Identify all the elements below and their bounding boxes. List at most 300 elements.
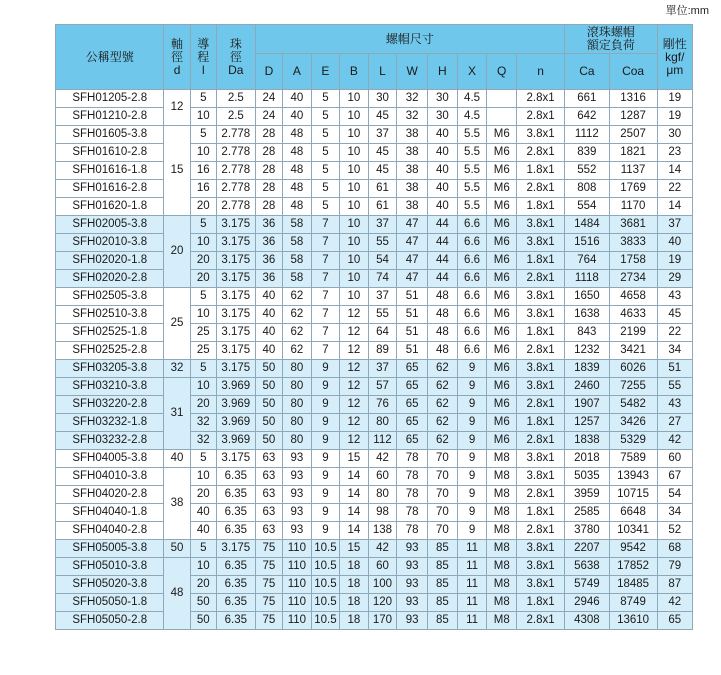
cell-n: 1.8x1 <box>517 198 565 216</box>
cell-L: 42 <box>368 450 397 468</box>
cell-ball: 6.35 <box>216 468 255 486</box>
cell-B: 10 <box>340 126 369 144</box>
cell-L: 74 <box>368 270 397 288</box>
cell-ball: 3.175 <box>216 270 255 288</box>
header-Coa: Coa <box>609 54 657 90</box>
cell-Coa: 7589 <box>609 450 657 468</box>
cell-rigidity: 65 <box>657 612 692 630</box>
cell-W: 47 <box>397 270 428 288</box>
cell-A: 58 <box>283 270 312 288</box>
cell-E: 5 <box>311 144 340 162</box>
cell-model: SFH02525-1.8 <box>56 324 164 342</box>
cell-rigidity: 45 <box>657 306 692 324</box>
cell-H: 70 <box>428 486 458 504</box>
cell-n: 1.8x1 <box>517 504 565 522</box>
cell-ball: 3.175 <box>216 252 255 270</box>
cell-D: 63 <box>255 486 282 504</box>
cell-lead: 40 <box>190 504 216 522</box>
cell-ball: 3.969 <box>216 432 255 450</box>
cell-rigidity: 19 <box>657 252 692 270</box>
cell-Ca: 1839 <box>565 360 610 378</box>
cell-Q: M8 <box>487 594 517 612</box>
cell-B: 10 <box>340 90 369 108</box>
table-row <box>56 468 693 486</box>
cell-ball: 2.778 <box>216 198 255 216</box>
cell-lead: 5 <box>190 126 216 144</box>
cell-n: 2.8x1 <box>517 90 565 108</box>
cell-n: 2.8x1 <box>517 144 565 162</box>
cell-model: SFH01610-2.8 <box>56 144 164 162</box>
cell-ball: 3.969 <box>216 414 255 432</box>
header-B: B <box>340 54 369 90</box>
cell-rigidity: 14 <box>657 162 692 180</box>
cell-lead: 20 <box>190 486 216 504</box>
cell-Ca: 1838 <box>565 432 610 450</box>
cell-lead: 20 <box>190 198 216 216</box>
cell-W: 38 <box>397 126 428 144</box>
cell-rigidity: 37 <box>657 216 692 234</box>
table-row <box>56 162 693 180</box>
cell-ball: 3.175 <box>216 342 255 360</box>
cell-ball: 6.35 <box>216 504 255 522</box>
cell-W: 93 <box>397 576 428 594</box>
cell-E: 10.5 <box>311 540 340 558</box>
cell-model: SFH01210-2.8 <box>56 108 164 126</box>
cell-E: 9 <box>311 396 340 414</box>
cell-D: 24 <box>255 108 282 126</box>
cell-A: 110 <box>283 594 312 612</box>
table-row <box>56 108 693 126</box>
cell-rigidity: 23 <box>657 144 692 162</box>
cell-X: 6.6 <box>457 234 487 252</box>
cell-rigidity: 34 <box>657 342 692 360</box>
cell-ball: 3.969 <box>216 378 255 396</box>
cell-shaft-diameter: 40 <box>164 450 190 468</box>
cell-D: 36 <box>255 270 282 288</box>
cell-X: 6.6 <box>457 342 487 360</box>
cell-Q: M6 <box>487 342 517 360</box>
cell-model: SFH01605-3.8 <box>56 126 164 144</box>
cell-B: 10 <box>340 270 369 288</box>
cell-ball: 6.35 <box>216 594 255 612</box>
cell-L: 57 <box>368 378 397 396</box>
table-row <box>56 432 693 450</box>
cell-lead: 10 <box>190 558 216 576</box>
cell-ball: 3.175 <box>216 450 255 468</box>
cell-X: 4.5 <box>457 90 487 108</box>
cell-lead: 32 <box>190 414 216 432</box>
cell-B: 10 <box>340 108 369 126</box>
cell-lead: 25 <box>190 324 216 342</box>
cell-n: 3.8x1 <box>517 450 565 468</box>
cell-X: 9 <box>457 396 487 414</box>
cell-Coa: 3426 <box>609 414 657 432</box>
table-row <box>56 216 693 234</box>
cell-B: 18 <box>340 612 369 630</box>
cell-B: 10 <box>340 198 369 216</box>
cell-Q: M6 <box>487 396 517 414</box>
cell-L: 60 <box>368 468 397 486</box>
table-row <box>56 522 693 540</box>
cell-ball: 3.175 <box>216 324 255 342</box>
cell-n: 2.8x1 <box>517 486 565 504</box>
cell-L: 89 <box>368 342 397 360</box>
table-row <box>56 450 693 468</box>
cell-L: 61 <box>368 180 397 198</box>
cell-A: 110 <box>283 576 312 594</box>
cell-Coa: 13610 <box>609 612 657 630</box>
cell-E: 10.5 <box>311 612 340 630</box>
cell-X: 5.5 <box>457 198 487 216</box>
cell-lead: 40 <box>190 522 216 540</box>
cell-model: SFH05050-1.8 <box>56 594 164 612</box>
cell-Ca: 1650 <box>565 288 610 306</box>
cell-D: 75 <box>255 576 282 594</box>
cell-lead: 10 <box>190 468 216 486</box>
cell-L: 80 <box>368 414 397 432</box>
cell-ball: 6.35 <box>216 522 255 540</box>
cell-model: SFH01616-1.8 <box>56 162 164 180</box>
cell-model: SFH05020-3.8 <box>56 576 164 594</box>
table-row <box>56 504 693 522</box>
cell-shaft-diameter: 15 <box>164 126 190 216</box>
cell-Ca: 1516 <box>565 234 610 252</box>
cell-model: SFH03220-2.8 <box>56 396 164 414</box>
cell-Ca: 2460 <box>565 378 610 396</box>
cell-model: SFH03210-3.8 <box>56 378 164 396</box>
cell-B: 12 <box>340 432 369 450</box>
cell-B: 10 <box>340 216 369 234</box>
table-row <box>56 234 693 252</box>
cell-n: 3.8x1 <box>517 234 565 252</box>
cell-ball: 2.778 <box>216 126 255 144</box>
cell-L: 30 <box>368 90 397 108</box>
cell-D: 50 <box>255 414 282 432</box>
cell-Q: M8 <box>487 576 517 594</box>
cell-n: 1.8x1 <box>517 594 565 612</box>
cell-ball: 3.175 <box>216 540 255 558</box>
cell-model: SFH04040-1.8 <box>56 504 164 522</box>
cell-W: 32 <box>397 108 428 126</box>
cell-L: 55 <box>368 234 397 252</box>
cell-A: 48 <box>283 198 312 216</box>
cell-W: 51 <box>397 324 428 342</box>
cell-L: 76 <box>368 396 397 414</box>
cell-Q: M6 <box>487 324 517 342</box>
cell-A: 93 <box>283 450 312 468</box>
cell-A: 48 <box>283 144 312 162</box>
cell-L: 112 <box>368 432 397 450</box>
cell-D: 40 <box>255 288 282 306</box>
cell-X: 9 <box>457 378 487 396</box>
cell-Coa: 18485 <box>609 576 657 594</box>
cell-E: 5 <box>311 198 340 216</box>
cell-D: 36 <box>255 252 282 270</box>
cell-B: 18 <box>340 576 369 594</box>
cell-A: 93 <box>283 522 312 540</box>
cell-H: 48 <box>428 342 458 360</box>
cell-lead: 10 <box>190 234 216 252</box>
cell-Coa: 5482 <box>609 396 657 414</box>
cell-D: 28 <box>255 126 282 144</box>
cell-D: 40 <box>255 342 282 360</box>
cell-Ca: 5638 <box>565 558 610 576</box>
cell-ball: 6.35 <box>216 612 255 630</box>
cell-lead: 10 <box>190 108 216 126</box>
cell-W: 78 <box>397 468 428 486</box>
cell-n: 2.8x1 <box>517 342 565 360</box>
header-W: W <box>397 54 428 90</box>
cell-model: SFH02525-2.8 <box>56 342 164 360</box>
cell-W: 78 <box>397 486 428 504</box>
table-row <box>56 126 693 144</box>
cell-X: 6.6 <box>457 324 487 342</box>
cell-n: 3.8x1 <box>517 558 565 576</box>
cell-model: SFH01620-1.8 <box>56 198 164 216</box>
cell-H: 44 <box>428 234 458 252</box>
cell-n: 1.8x1 <box>517 162 565 180</box>
header-ball: 珠 徑 Da <box>216 25 255 90</box>
cell-W: 47 <box>397 216 428 234</box>
cell-lead: 50 <box>190 612 216 630</box>
cell-Q: M6 <box>487 360 517 378</box>
cell-H: 62 <box>428 378 458 396</box>
cell-Coa: 4658 <box>609 288 657 306</box>
cell-lead: 25 <box>190 342 216 360</box>
cell-Coa: 2199 <box>609 324 657 342</box>
cell-Q: M8 <box>487 558 517 576</box>
cell-lead: 20 <box>190 396 216 414</box>
cell-L: 61 <box>368 198 397 216</box>
cell-model: SFH05050-2.8 <box>56 612 164 630</box>
cell-B: 14 <box>340 486 369 504</box>
cell-X: 5.5 <box>457 126 487 144</box>
cell-Ca: 839 <box>565 144 610 162</box>
cell-Q: M6 <box>487 288 517 306</box>
cell-W: 65 <box>397 360 428 378</box>
cell-L: 37 <box>368 288 397 306</box>
cell-L: 64 <box>368 324 397 342</box>
cell-B: 12 <box>340 378 369 396</box>
cell-W: 93 <box>397 612 428 630</box>
cell-A: 93 <box>283 486 312 504</box>
cell-Ca: 843 <box>565 324 610 342</box>
cell-L: 37 <box>368 216 397 234</box>
cell-lead: 10 <box>190 378 216 396</box>
cell-Ca: 1257 <box>565 414 610 432</box>
cell-shaft-diameter: 25 <box>164 288 190 360</box>
cell-E: 5 <box>311 126 340 144</box>
cell-A: 48 <box>283 126 312 144</box>
header-model: 公稱型號 <box>56 25 164 90</box>
cell-E: 9 <box>311 360 340 378</box>
cell-H: 40 <box>428 198 458 216</box>
table-row <box>56 486 693 504</box>
cell-H: 40 <box>428 126 458 144</box>
cell-L: 42 <box>368 540 397 558</box>
cell-Q: M8 <box>487 486 517 504</box>
cell-D: 50 <box>255 432 282 450</box>
cell-rigidity: 22 <box>657 180 692 198</box>
cell-X: 4.5 <box>457 108 487 126</box>
cell-W: 38 <box>397 180 428 198</box>
cell-Ca: 2018 <box>565 450 610 468</box>
table-row <box>56 324 693 342</box>
cell-B: 10 <box>340 234 369 252</box>
cell-W: 65 <box>397 378 428 396</box>
cell-H: 30 <box>428 90 458 108</box>
table-row <box>56 90 693 108</box>
cell-Ca: 3959 <box>565 486 610 504</box>
cell-B: 12 <box>340 360 369 378</box>
cell-X: 6.6 <box>457 252 487 270</box>
cell-E: 9 <box>311 432 340 450</box>
cell-H: 40 <box>428 162 458 180</box>
cell-Q: M6 <box>487 378 517 396</box>
cell-H: 44 <box>428 252 458 270</box>
cell-D: 75 <box>255 612 282 630</box>
unit-label: 單位:mm <box>665 5 709 17</box>
cell-Ca: 4308 <box>565 612 610 630</box>
cell-lead: 16 <box>190 162 216 180</box>
cell-Ca: 1112 <box>565 126 610 144</box>
table-row <box>56 576 693 594</box>
cell-A: 62 <box>283 288 312 306</box>
cell-A: 110 <box>283 540 312 558</box>
cell-X: 9 <box>457 432 487 450</box>
cell-L: 45 <box>368 162 397 180</box>
cell-E: 5 <box>311 162 340 180</box>
cell-D: 63 <box>255 522 282 540</box>
cell-n: 3.8x1 <box>517 468 565 486</box>
cell-B: 10 <box>340 252 369 270</box>
cell-model: SFH01205-2.8 <box>56 90 164 108</box>
table-row <box>56 378 693 396</box>
cell-A: 80 <box>283 360 312 378</box>
cell-Coa: 1769 <box>609 180 657 198</box>
cell-n: 3.8x1 <box>517 306 565 324</box>
cell-Coa: 2507 <box>609 126 657 144</box>
cell-B: 12 <box>340 414 369 432</box>
cell-rigidity: 52 <box>657 522 692 540</box>
cell-ball: 2.5 <box>216 108 255 126</box>
cell-H: 85 <box>428 540 458 558</box>
cell-Ca: 552 <box>565 162 610 180</box>
cell-D: 28 <box>255 144 282 162</box>
cell-ball: 2.778 <box>216 144 255 162</box>
cell-X: 9 <box>457 504 487 522</box>
cell-Ca: 1118 <box>565 270 610 288</box>
cell-X: 5.5 <box>457 162 487 180</box>
cell-Ca: 642 <box>565 108 610 126</box>
cell-L: 120 <box>368 594 397 612</box>
header-lead: 導 程 l <box>190 25 216 90</box>
cell-Q: M6 <box>487 270 517 288</box>
cell-X: 9 <box>457 486 487 504</box>
cell-Q: M6 <box>487 252 517 270</box>
cell-A: 93 <box>283 504 312 522</box>
cell-H: 30 <box>428 108 458 126</box>
cell-E: 7 <box>311 306 340 324</box>
cell-model: SFH04010-3.8 <box>56 468 164 486</box>
cell-rigidity: 67 <box>657 468 692 486</box>
cell-B: 10 <box>340 180 369 198</box>
cell-H: 85 <box>428 576 458 594</box>
cell-L: 45 <box>368 108 397 126</box>
cell-W: 47 <box>397 252 428 270</box>
cell-D: 50 <box>255 396 282 414</box>
cell-rigidity: 60 <box>657 450 692 468</box>
cell-E: 9 <box>311 450 340 468</box>
cell-ball: 6.35 <box>216 486 255 504</box>
cell-rigidity: 34 <box>657 504 692 522</box>
cell-D: 40 <box>255 306 282 324</box>
cell-W: 32 <box>397 90 428 108</box>
cell-lead: 16 <box>190 180 216 198</box>
cell-lead: 5 <box>190 288 216 306</box>
cell-rigidity: 87 <box>657 576 692 594</box>
cell-model: SFH04040-2.8 <box>56 522 164 540</box>
cell-model: SFH03232-2.8 <box>56 432 164 450</box>
cell-A: 80 <box>283 396 312 414</box>
cell-Coa: 1316 <box>609 90 657 108</box>
cell-ball: 2.778 <box>216 180 255 198</box>
cell-A: 110 <box>283 558 312 576</box>
cell-X: 9 <box>457 468 487 486</box>
cell-A: 93 <box>283 468 312 486</box>
cell-L: 54 <box>368 252 397 270</box>
cell-Coa: 17852 <box>609 558 657 576</box>
cell-n: 2.8x1 <box>517 108 565 126</box>
cell-lead: 5 <box>190 540 216 558</box>
cell-A: 80 <box>283 378 312 396</box>
cell-Coa: 8749 <box>609 594 657 612</box>
cell-Ca: 1484 <box>565 216 610 234</box>
cell-E: 7 <box>311 234 340 252</box>
header-H: H <box>428 54 458 90</box>
cell-H: 48 <box>428 288 458 306</box>
cell-Coa: 1137 <box>609 162 657 180</box>
cell-lead: 10 <box>190 306 216 324</box>
cell-H: 62 <box>428 432 458 450</box>
cell-W: 65 <box>397 396 428 414</box>
cell-rigidity: 43 <box>657 288 692 306</box>
cell-W: 93 <box>397 540 428 558</box>
cell-Ca: 5035 <box>565 468 610 486</box>
cell-A: 58 <box>283 252 312 270</box>
cell-model: SFH02510-3.8 <box>56 306 164 324</box>
cell-n: 1.8x1 <box>517 324 565 342</box>
cell-n: 2.8x1 <box>517 522 565 540</box>
header-Q: Q <box>487 54 517 90</box>
cell-model: SFH02505-3.8 <box>56 288 164 306</box>
cell-X: 9 <box>457 522 487 540</box>
cell-H: 44 <box>428 270 458 288</box>
cell-L: 80 <box>368 486 397 504</box>
cell-E: 7 <box>311 252 340 270</box>
cell-Q: M8 <box>487 612 517 630</box>
cell-Q: M6 <box>487 180 517 198</box>
cell-Q: M6 <box>487 414 517 432</box>
cell-X: 6.6 <box>457 288 487 306</box>
cell-H: 62 <box>428 360 458 378</box>
table-row <box>56 540 693 558</box>
cell-rigidity: 19 <box>657 108 692 126</box>
cell-H: 70 <box>428 522 458 540</box>
cell-D: 50 <box>255 360 282 378</box>
cell-n: 3.8x1 <box>517 540 565 558</box>
cell-W: 78 <box>397 450 428 468</box>
